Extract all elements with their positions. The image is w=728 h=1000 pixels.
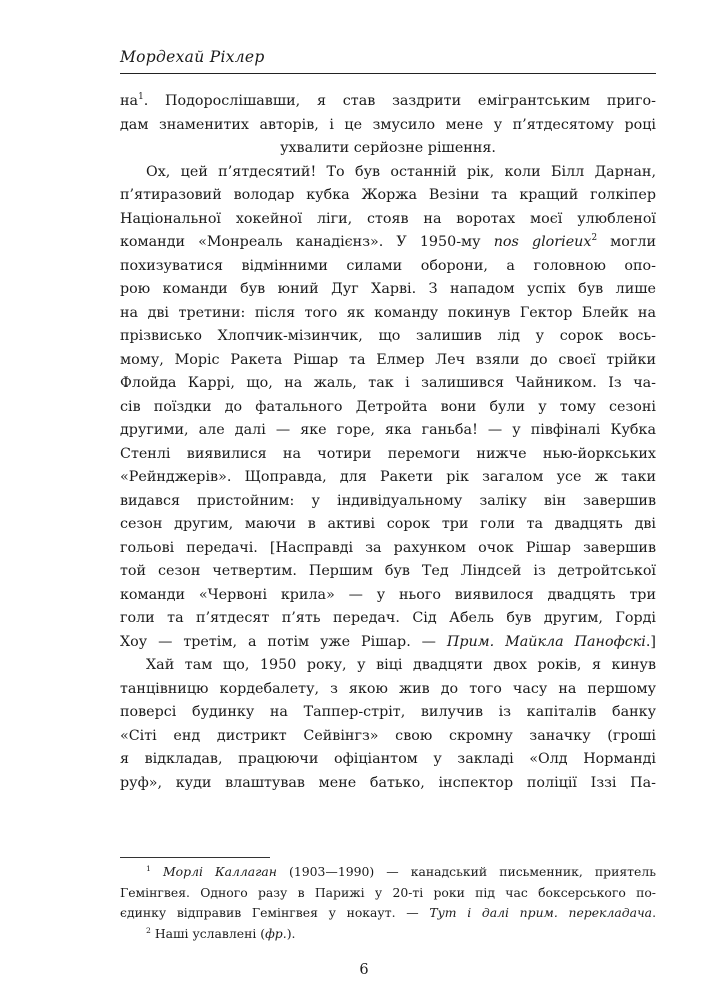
text-line: п’ятиразовий володар кубка Жоржа Везіни та кращий голкіпер [120, 187, 656, 203]
footnotes [120, 862, 656, 944]
text-line: дам знаменитих авторів, і це змусило мене у п’ятдесятому році [120, 116, 656, 133]
text-line: той сезон четвертим. Першим був Тед Ліндсей із детройтської [120, 563, 656, 579]
running-head-author: Мордехай Ріхлер [120, 48, 265, 66]
text-line: руф», куди влаштував мене батько, інспектор поліції Іззі Па- [120, 774, 656, 791]
text-line: мому, Моріс Ракета Рішар та Елмер Леч взяли до своєї трійки [120, 351, 656, 368]
text-line: ухвалити серйозне рішення. [280, 140, 496, 156]
text-line: «Сіті енд дистрикт Сейвінгз» свою скромну заначку (гроші [120, 727, 656, 744]
text-line: рою команди був юний Дуг Харві. З нападом успіх був лише [120, 281, 656, 297]
text-line: Хай там що, 1950 року, у віці двадцяти двох років, я кинув [146, 657, 656, 673]
text-line: Стенлі виявилися на чотири перемоги нижче нью-йоркських [120, 445, 656, 462]
footnote-line: Гемінгвея. Одного разу в Парижі у 20-ті роки під час боксерського по- [120, 884, 656, 900]
text-line: на дві третини: після того як команду покинув Гектор Блейк на [120, 304, 656, 321]
text-line: Хоу — третім, а потім уже Рішар. — Прим. Майкла Панофскі.] [120, 633, 656, 650]
text-line: «Рейнджерів». Щоправда, для Ракети рік загалом усе ж таки [120, 469, 656, 485]
text-line: я відкладав, працюючи офіціантом у закладі «Олд Норманді [120, 751, 656, 767]
header-rule [120, 73, 656, 74]
page-number: 6 [359, 962, 369, 978]
text-line: Національної хокейної ліги, стояв на воротах моєї улюбленої [120, 210, 656, 227]
text-line: команди «Монреаль канадієнз». У 1950-му nos glorieux$^2$ могли [120, 233, 657, 250]
text-line: команди «Червоні крила» — у нього виявилося двадцять три [120, 586, 656, 603]
text-line: танцівницю кордебалету, з якою жив до того часу на першому [120, 680, 656, 697]
text-line: $на^1$. Подорослішавши, я став заздрити емігрантським приго- [120, 92, 656, 109]
text-line: похизуватися відмінними силами оборони, а головною опо- [120, 257, 656, 274]
text-line: голи та п’ятдесят п’ять передач. Сід Абель був другим, Горді [120, 610, 656, 626]
footnote-line: $^1$ Морлі Каллаган (1903—1990) — канадський письменник, приятель [146, 863, 656, 879]
text-line: другими, але далі — яке горе, яка ганьба! — у півфіналі Кубка [120, 422, 656, 438]
main-text [120, 90, 656, 795]
text-line: поверсі будинку на Таппер-стріт, вилучив із капіталів банку [120, 704, 656, 720]
text-line: сів поїздки до фатального Детройта вони були у тому сезоні [120, 398, 656, 415]
footnote-line: єдинку відправив Гемінгвея у нокаут. — Тут і далі прим. перекладача. [120, 905, 657, 920]
text-line: Ох, цей п’ятдесятий! То був останній рік, коли Білл Дарнан, [146, 163, 656, 180]
footnote-line: $^2$ Наші уславлені (фр.). [146, 925, 296, 941]
text-line: Флойда Каррі, що, на жаль, так і залишився Чайником. Із ча- [120, 375, 656, 391]
footnote-rule [120, 857, 270, 858]
text-line: сезон другим, маючи в активі сорок три голи та двадцять дві [120, 516, 656, 532]
text-line: гольові передачі. [Насправді за рахунком очок Рішар завершив [120, 539, 656, 556]
text-line: видався пристойним: у індивідуальному заліку він завершив [120, 492, 656, 509]
text-line: прізвисько Хлопчик-мізинчик, що залишив лід у сорок вось- [120, 328, 656, 344]
